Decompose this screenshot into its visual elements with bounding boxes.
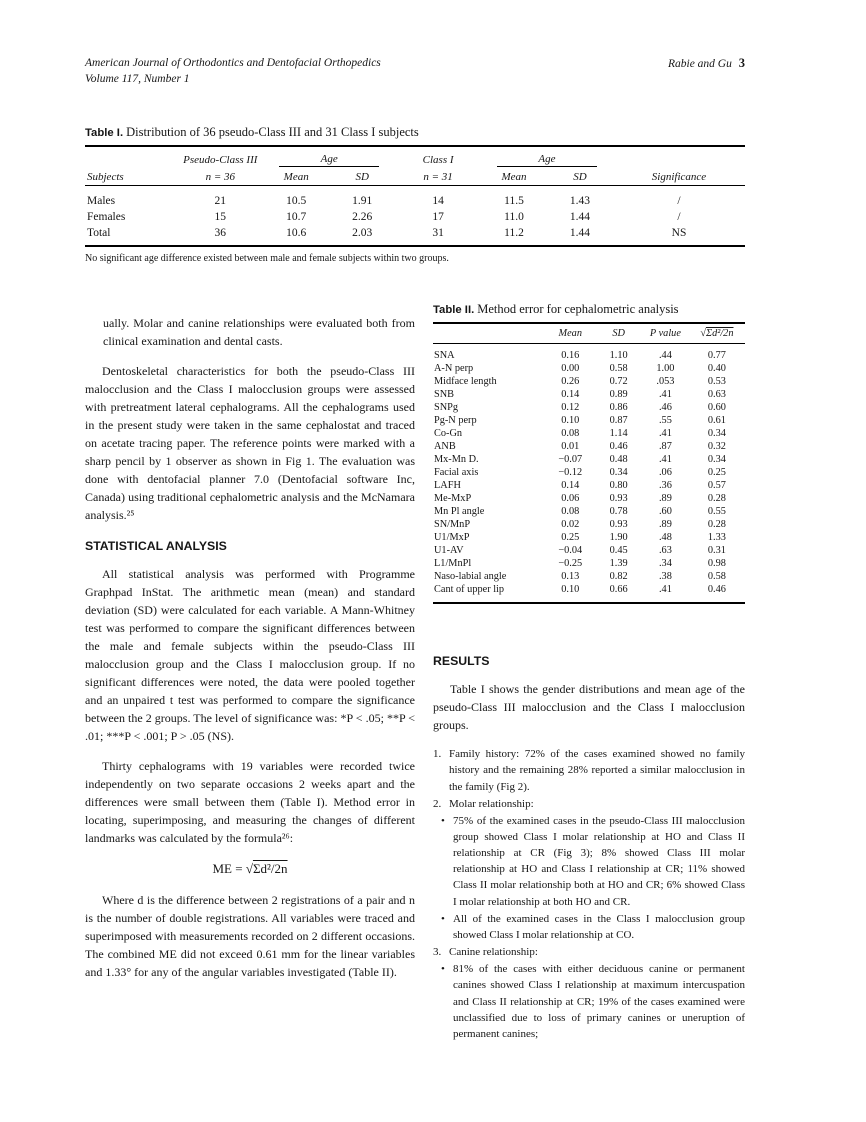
table1-head: [85, 146, 745, 186]
running-head-authors: Rabie and Gu: [667, 58, 732, 70]
table-cell: Pg-N perp: [434, 415, 477, 427]
table-row: [433, 557, 745, 570]
table-cell: 1.90: [609, 532, 628, 544]
table1-header-cell: n = 31: [423, 171, 453, 184]
journal-volume: Volume 117, Number 1: [85, 73, 190, 86]
table-cell: .06: [658, 467, 672, 479]
table1-section: [85, 125, 745, 264]
running-head-left: [85, 55, 381, 87]
table-row: [85, 186, 745, 210]
list-text: 81% of the cases with either deciduous canine or permanent canines showed Class I relationship at maximum intercuspation and Class II relationship at CR; 19% of the cases examined were unclassified due to loss of primary canines or uneruption of permanent canines;: [453, 963, 745, 1040]
table-cell: Mn Pl angle: [434, 506, 485, 518]
table-cell: 0.13: [561, 571, 580, 583]
table-cell: 15: [214, 211, 227, 224]
table-cell: 0.16: [561, 350, 580, 362]
table-cell: −0.07: [558, 454, 583, 466]
table2-caption-label: Table II.: [433, 304, 475, 317]
table-row: [433, 544, 745, 557]
table-cell: Co-Gn: [434, 428, 463, 440]
table-row: [433, 531, 745, 544]
table-cell: U1/MxP: [434, 532, 470, 544]
table2-head: [433, 323, 745, 344]
journal-title: American Journal of Orthodontics and Dentofacial Orthopedics: [85, 57, 381, 69]
list-text: Molar relationship:: [449, 797, 534, 810]
table-cell: .63: [658, 545, 672, 557]
table-cell: −0.04: [558, 545, 583, 557]
table-cell: /: [677, 195, 681, 208]
table1-header-cell: Class I: [422, 154, 454, 167]
table-cell: 1.00: [656, 363, 675, 375]
table-cell: 1.14: [609, 428, 628, 440]
bullet-icon: •: [441, 814, 445, 827]
paragraph: Thirty cephalograms with 19 variables were recorded twice independently on two separate occasions 2 weeks apart and the differences were small between them (Table I). Method error in locating, superimposing, and measuring the changes of different landmarks was calculated by the formula²⁶:: [85, 759, 415, 846]
table-row: [85, 225, 745, 246]
table-cell: 0.01: [561, 441, 580, 453]
right-column: [433, 302, 745, 1042]
table2-section: [433, 302, 745, 604]
table2-header-cell: √Σd²/2n: [700, 328, 734, 340]
table-cell: U1-AV: [434, 545, 464, 557]
table-cell: /: [677, 211, 681, 224]
table-row: [433, 466, 745, 479]
radical-sign: √: [245, 861, 253, 877]
page-number: 3: [738, 56, 745, 70]
table1-caption-text: Distribution of 36 pseudo-Class III and 31 Class I subjects: [126, 125, 419, 140]
table1-subheader-row: [85, 169, 745, 186]
table-cell: 0.58: [609, 363, 628, 375]
table-cell: Naso-labial angle: [434, 571, 507, 583]
table1: [85, 145, 745, 247]
list-text: Family history: 72% of the cases examined showed no family history and the remaining 28% reported a similar malocclusion in the family (Fig 2).: [449, 748, 745, 793]
table-cell: 1.33: [707, 532, 726, 544]
list-marker: 2.: [433, 797, 442, 810]
list-text: 75% of the examined cases in the pseudo-Class III malocclusion group showed Class I molar relationship at HO and Class II relationship at CR (Fig 3); 8% showed Class III molar relationship at HO and Class I relationship at CR; 11% showed Class II molar relationship both at HO and CR; 6% showed Class I molar relationship at both HO and CR.: [453, 814, 745, 908]
paragraph: All statistical analysis was performed with Programme Graphpad InStat. The arithmetic mean (mean) and standard deviation (SD) were calculated for each variable. A Mann-Whitney test was performed to compare the significant differences between the male and female subjects within the pseudo-Class III malocclusion group and the Class I malocclusion group. If no significant differences were noted, the data were pooled together and an unpaired t test was performed to compare the significance between the 2 groups. The level of significance was: *P < .05; **P < .01; ***P < .001; P > .05 (NS).: [85, 567, 415, 744]
table-cell: 0.08: [561, 428, 580, 440]
table-cell: −0.12: [558, 467, 583, 479]
table-cell: 11.0: [504, 211, 524, 224]
table-cell: 0.57: [707, 480, 726, 492]
table-row: [433, 583, 745, 603]
bullet-icon: •: [441, 963, 445, 976]
table-cell: 0.06: [561, 493, 580, 505]
statistical-analysis-heading: STATISTICAL ANALYSIS: [85, 539, 227, 554]
table-cell: 0.60: [707, 402, 726, 414]
table-cell: .87: [658, 441, 672, 453]
table-cell: 0.34: [609, 467, 628, 479]
table-cell: 0.40: [707, 363, 726, 375]
table-cell: Me-MxP: [434, 493, 472, 505]
left-column: [85, 302, 415, 1042]
table-cell: 0.00: [561, 363, 580, 375]
table-row: [433, 427, 745, 440]
table-cell: 0.10: [561, 415, 580, 427]
list-item: [433, 796, 745, 812]
table1-header-cell: Pseudo-Class III: [183, 154, 258, 167]
two-column-body: [85, 302, 745, 1042]
table-cell: 0.72: [609, 376, 628, 388]
table-cell: Cant of upper lip: [434, 584, 505, 596]
table-cell: 0.66: [609, 584, 628, 596]
table1-header-cell: SD: [573, 171, 587, 184]
table-cell: .48: [658, 532, 672, 544]
table-cell: 2.03: [352, 227, 373, 240]
table1-header-cell: [613, 146, 745, 169]
table-cell: 0.63: [707, 389, 726, 401]
table1-header-cell: [85, 146, 177, 169]
bullet-icon: •: [441, 912, 445, 925]
table-cell: LAFH: [434, 480, 461, 492]
list-item: [433, 944, 745, 960]
table-cell: .053: [656, 376, 675, 388]
table-cell: 0.48: [609, 454, 628, 466]
table-cell: 0.34: [707, 428, 726, 440]
table1-group-header-row: [85, 146, 745, 169]
table1-caption: [85, 125, 745, 140]
paragraph: Where d is the difference between 2 registrations of a pair and n is the number of double registrations. All variables were traced and superimposed with measurements recorded on 2 different occasions. The combined ME did not exceed 0.61 mm for the linear variables and 1.33° for any of the angular variables investigated (Table II).: [85, 893, 415, 980]
table-row: [433, 518, 745, 531]
table-row: [433, 440, 745, 453]
table-cell: 0.45: [609, 545, 628, 557]
table-row: [433, 388, 745, 401]
results-section: [433, 654, 745, 1042]
table-row: [433, 375, 745, 388]
table-cell: 0.02: [561, 519, 580, 531]
table-cell: NS: [671, 227, 687, 240]
table-cell: 0.10: [561, 584, 580, 596]
table-cell: SNPg: [434, 402, 459, 414]
table-row: [433, 492, 745, 505]
table2-header-row: [433, 323, 745, 344]
table-cell: Males: [87, 195, 116, 208]
table-cell: 0.12: [561, 402, 580, 414]
table-cell: 0.25: [561, 532, 580, 544]
table-cell: 1.44: [569, 227, 591, 240]
table-cell: Facial axis: [434, 467, 479, 479]
list-item: [433, 961, 745, 1042]
table-row: [433, 414, 745, 427]
table1-header-cell: Significance: [651, 171, 707, 184]
table-cell: 0.98: [707, 558, 726, 570]
list-item: [433, 746, 745, 794]
table-cell: .89: [658, 519, 672, 531]
table-cell: SNB: [434, 389, 455, 401]
table1-body: [85, 186, 745, 247]
running-head: [85, 55, 745, 87]
table-row: [433, 453, 745, 466]
table-row: [433, 570, 745, 583]
table-cell: 0.87: [609, 415, 628, 427]
table-cell: 36: [214, 227, 227, 240]
paragraph-continuation: ually. Molar and canine relationships were evaluated both from clinical examination and dental casts.: [103, 316, 415, 349]
table-cell: .60: [658, 506, 672, 518]
table-cell: .41: [658, 428, 672, 440]
table-cell: Females: [87, 211, 126, 224]
table-cell: 0.86: [609, 402, 628, 414]
radical-sign: √: [700, 328, 706, 340]
table-cell: 0.78: [609, 506, 628, 518]
table-cell: Total: [87, 227, 111, 240]
table-cell: 21: [214, 195, 227, 208]
table2-header-cell: SD: [612, 328, 625, 340]
table-cell: 0.93: [609, 493, 628, 505]
results-list: [433, 746, 745, 1042]
table-cell: −0.25: [558, 558, 583, 570]
table-cell: 0.25: [707, 467, 726, 479]
table-row: [433, 505, 745, 518]
table-cell: 0.61: [707, 415, 726, 427]
table-cell: .34: [658, 558, 672, 570]
table2-header-cell: [433, 323, 545, 344]
table-cell: 0.58: [707, 571, 726, 583]
table-cell: 0.08: [561, 506, 580, 518]
table-cell: Midface length: [434, 376, 497, 388]
table2-caption: [433, 302, 745, 317]
table2-body: [433, 344, 745, 604]
table-cell: 0.53: [707, 376, 726, 388]
list-text: Canine relationship:: [449, 946, 538, 959]
table2-caption-text: Method error for cephalometric analysis: [477, 302, 679, 317]
method-error-formula: ME = √Σd²/2n: [212, 861, 288, 877]
table-cell: 0.89: [609, 389, 628, 401]
table-cell: .41: [658, 454, 672, 466]
table-row: [433, 479, 745, 492]
table1-header-cell: Mean: [501, 171, 527, 184]
table-cell: SNA: [434, 350, 455, 362]
paragraph: Dentoskeletal characteristics for both the pseudo-Class III malocclusion and the Class I malocclusion groups were assessed with pretreatment lateral cephalograms. All the cephalograms used in the present study were taken in the same cephalostat and traced on acetate tracing paper. The reference points were marked with a sharp pencil by 1 observer as shown in Fig 1. The evaluation was done with dentofacial planner 7.0 (Dentofacial software Inc, Canada) using traditional cephalometric analysis and the McNamara analysis.²⁵: [85, 364, 415, 523]
table-cell: 0.77: [707, 350, 726, 362]
table-cell: 0.28: [707, 519, 726, 531]
running-head-right: [668, 55, 745, 73]
table-cell: 0.31: [707, 545, 726, 557]
list-item: [433, 813, 745, 910]
list-marker: 3.: [433, 946, 442, 959]
table1-header-cell: Age: [263, 146, 395, 169]
table-cell: 0.93: [609, 519, 628, 531]
table-cell: 0.32: [707, 441, 726, 453]
table-cell: 0.28: [707, 493, 726, 505]
table1-header-cell: Subjects: [87, 171, 124, 184]
table-cell: .41: [658, 389, 672, 401]
table1-header-cell: SD: [355, 171, 369, 184]
table-cell: 1.10: [609, 350, 628, 362]
table2-header-cell: P value: [649, 328, 681, 340]
table-row: [85, 209, 745, 225]
table-cell: 31: [432, 227, 444, 240]
table-cell: .41: [658, 584, 672, 596]
table2-header-cell: Mean: [558, 328, 582, 340]
table1-header-cell: n = 36: [205, 171, 235, 184]
table1-header-cell: Age: [481, 146, 613, 169]
table-cell: .46: [658, 402, 672, 414]
table-cell: 10.6: [286, 227, 307, 240]
table-cell: 1.39: [609, 558, 628, 570]
table-cell: 17: [432, 211, 444, 224]
results-intro: Table I shows the gender distributions and mean age of the pseudo-Class III malocclusion and the Class I malocclusion groups.: [433, 682, 745, 733]
table-cell: A-N perp: [434, 363, 474, 375]
table-row: [433, 344, 745, 363]
table-cell: 11.2: [504, 227, 524, 240]
table-cell: .38: [658, 571, 672, 583]
table-cell: 0.46: [707, 584, 726, 596]
table-cell: 1.91: [352, 195, 373, 208]
table-row: [433, 362, 745, 375]
table-cell: 1.43: [569, 195, 591, 208]
table1-caption-label: Table I.: [85, 127, 124, 140]
table-cell: 0.80: [609, 480, 628, 492]
table1-footnote: No significant age difference existed between male and female subjects within two groups.: [85, 253, 449, 265]
table-cell: 0.46: [609, 441, 628, 453]
list-text: All of the examined cases in the Class I malocclusion group showed Class I molar relationship at CO.: [453, 912, 745, 941]
table-cell: .55: [658, 415, 672, 427]
table-cell: 0.14: [561, 480, 580, 492]
table-row: [433, 401, 745, 414]
table-cell: .89: [658, 493, 672, 505]
table-cell: 0.26: [561, 376, 580, 388]
table-cell: SN/MnP: [434, 519, 471, 531]
table-cell: 14: [432, 195, 444, 208]
table-cell: 0.34: [707, 454, 726, 466]
list-item: [433, 911, 745, 943]
table-cell: 0.82: [609, 571, 628, 583]
table-cell: 0.55: [707, 506, 726, 518]
table-cell: ANB: [434, 441, 456, 453]
table-cell: .36: [658, 480, 672, 492]
results-heading: RESULTS: [433, 654, 490, 669]
table-cell: .44: [658, 350, 672, 362]
list-marker: 1.: [433, 748, 442, 761]
table1-header-cell: Mean: [283, 171, 309, 184]
table-cell: 0.14: [561, 389, 580, 401]
table-cell: 10.5: [286, 195, 307, 208]
table-cell: L1/MnPl: [434, 558, 472, 570]
table-cell: 10.7: [286, 211, 307, 224]
table-cell: 1.44: [569, 211, 591, 224]
table-cell: 11.5: [504, 195, 524, 208]
table-cell: Mx-Mn D.: [434, 454, 479, 466]
table2: [433, 322, 745, 604]
table-cell: 2.26: [352, 211, 373, 224]
